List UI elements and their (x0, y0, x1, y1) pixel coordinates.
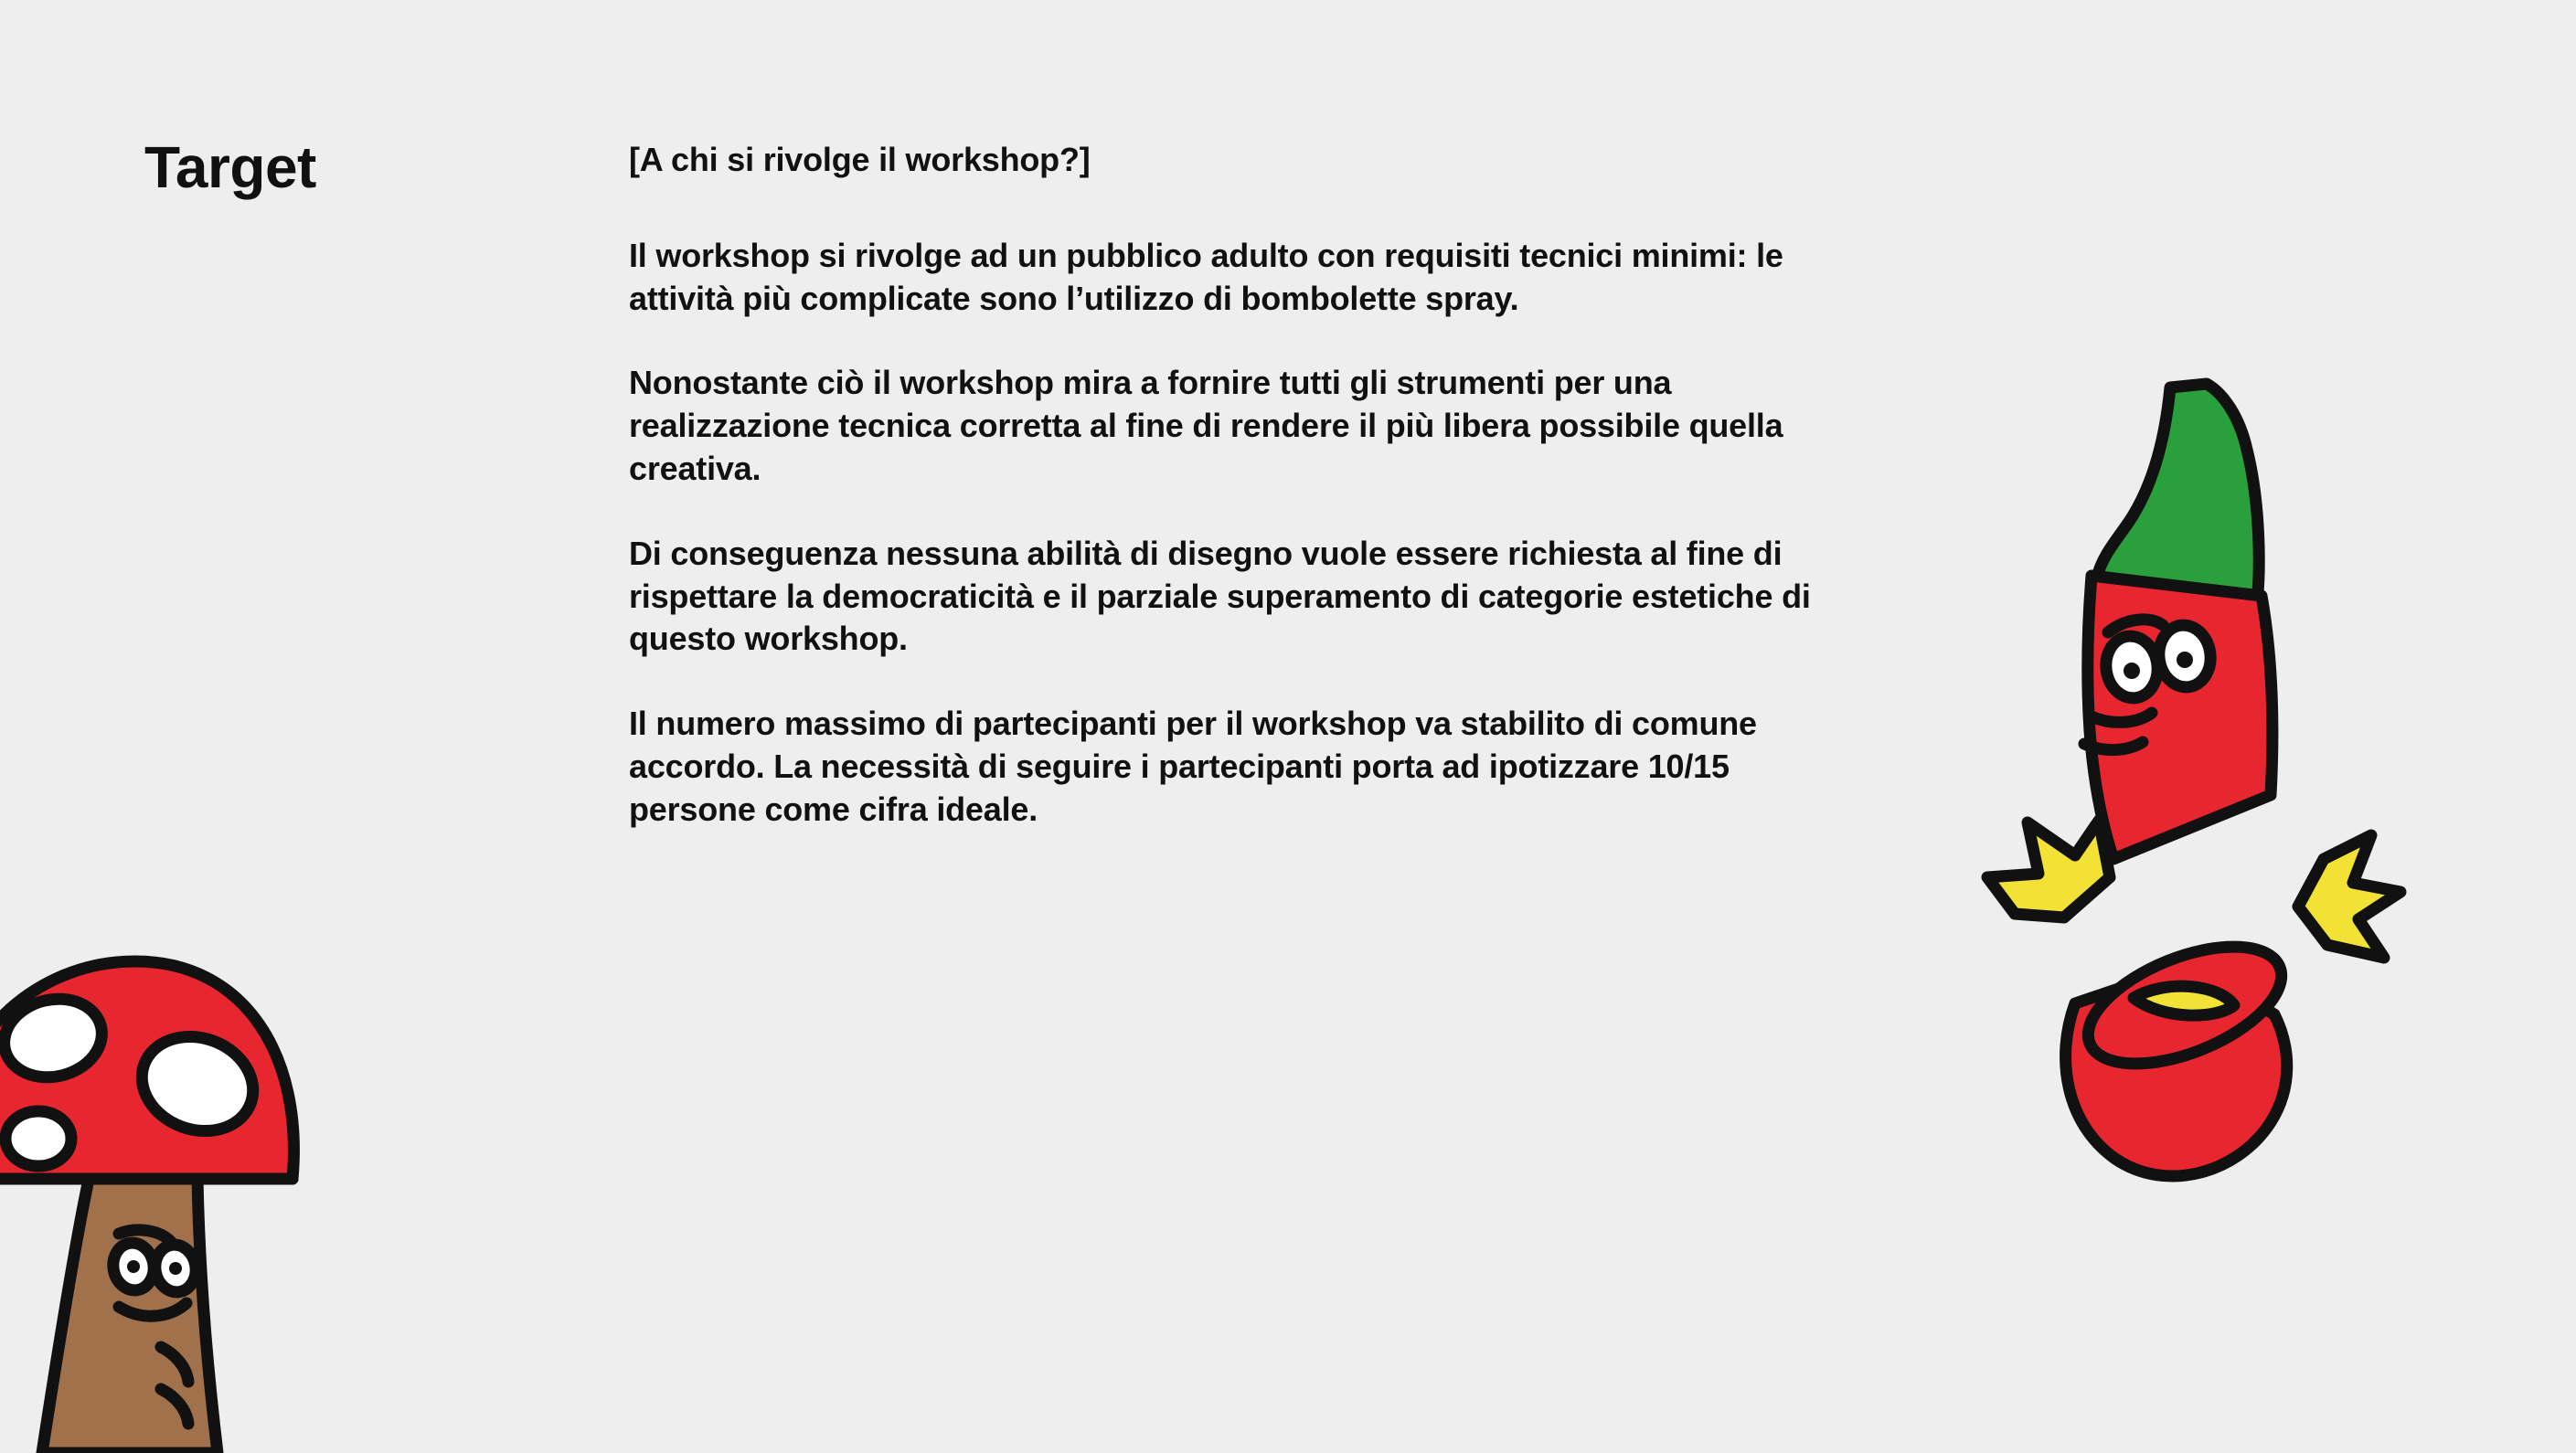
paragraph-participants: Il numero massimo di partecipanti per il workshop va stabilito di comune accordo. La necessità di seguire i partecipanti porta ad ipotizzare 10/15 persone come cifra ideale. (629, 705, 1757, 828)
mushroom-illustration (0, 905, 494, 1453)
paragraph-skills: Di conseguenza nessuna abilità di disegno vuole essere richiesta al fine di rispettare la democraticità e il parziale superamento di categorie estetiche di questo workshop. (629, 534, 1811, 658)
paragraph-audience: Il workshop si rivolge ad un pubblico adulto con requisiti tecnici minimi: le attività più complicate sono l’utilizzo di bombolette spray. (629, 236, 1783, 317)
body-text-column (629, 139, 1836, 832)
chili-pepper-illustration (1954, 366, 2466, 1225)
page-title: Target (144, 134, 316, 200)
paragraph-question: [A chi si rivolge il workshop?] (629, 141, 1091, 178)
paragraph-tools: Nonostante ciò il workshop mira a fornire tutti gli strumenti per una realizzazione tecnica corretta al fine di rendere il più libera possibile quella creativa. (629, 364, 1783, 487)
